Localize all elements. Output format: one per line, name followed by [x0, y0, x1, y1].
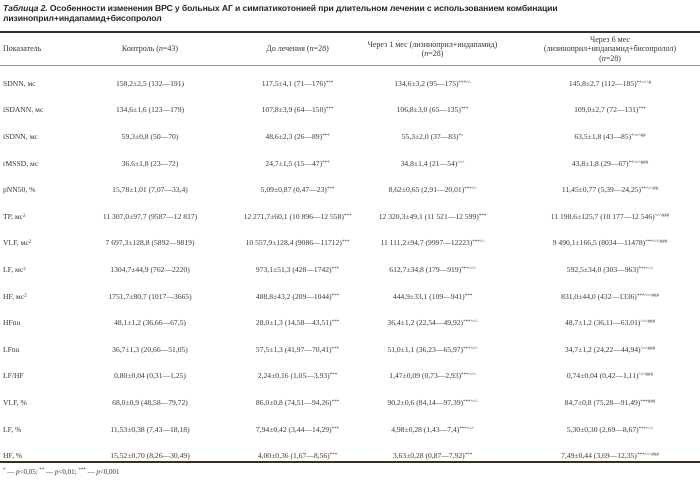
significance-marks: **^^^## [641, 187, 659, 193]
significance-marks: *** [322, 160, 330, 166]
cell-after-1-month: 8,62±0,65 (2,91—20,01) ***^^ [388, 185, 477, 195]
cell-indicator: VLF, мс 2 [3, 238, 32, 248]
cell-after-1-month: 34,8±1,4 (21—54) ^^^ [400, 158, 465, 168]
header-indicator [3, 33, 83, 65]
cell-indicator: HF, % [3, 451, 23, 461]
significance-marks: *** [325, 107, 334, 113]
cell-after-6-months: 7,49±0,44 (3,69—12,35) ***^^^### [561, 451, 659, 461]
significance-marks: *^^^## [631, 133, 646, 139]
cell-control: 11,53±0,38 (7,43—18,18) [110, 424, 190, 434]
significance-marks: ***### [640, 399, 656, 405]
cell-after-1-month: 3,63±0,28 (0,87—7,92) *** [392, 451, 473, 461]
cell-control: 7 697,3±128,8 (5892—9819) [105, 238, 195, 248]
significance-marks: **^^^# [636, 80, 652, 86]
cell-control: 158,2±2,5 (132—191) [115, 78, 185, 88]
cell-control: 68,0±0,9 (48,58—79,72) [112, 397, 188, 407]
significance-marks: *** [326, 187, 335, 193]
cell-before-treatment: 24,7±1,5 (15—47) *** [265, 158, 330, 168]
significance-marks: ***^^ [472, 240, 485, 246]
cell-after-6-months: 592,5±34,0 (303—963) ***^^^ [566, 264, 654, 274]
table-caption-label: Таблица 2. [3, 3, 48, 13]
table-row [0, 70, 700, 97]
significance-marks: ^^^### [640, 346, 656, 352]
significance-marks: ^^^### [654, 213, 670, 219]
significance-marks: *** [322, 133, 330, 139]
cell-before-treatment: 973,1±51,3 (428—1742) *** [255, 264, 340, 274]
cell-before-treatment: 12 271,7±60,1 (10 896—12 558) *** [243, 211, 352, 221]
cell-control: 36,6±1,8 (23—72) [121, 158, 179, 168]
significance-marks: ***^^ [458, 80, 471, 86]
cell-after-6-months: 48,7±1,2 (36,11—63,01) ^^^### [565, 318, 655, 328]
cell-after-6-months: 5,30±0,30 (2,69—8,67) ***^^^ [566, 424, 654, 434]
header-line: До лечения (n=28) [266, 44, 329, 54]
significance-marks: *** [329, 373, 338, 379]
significance-marks: ***^^ [464, 187, 477, 193]
cell-control: 48,1±1,2 (36,66—67,5) [114, 318, 186, 328]
header-line: (n=28) [599, 53, 621, 63]
cell-indicator: SDNN, мс [3, 78, 36, 88]
cell-after-1-month: 11 111,2±94,7 (9997—12223) ***^^ [380, 238, 485, 248]
cell-after-6-months: 11 198,6±125,7 (10 177—12 546) ^^^### [550, 211, 670, 221]
significance-marks: *** [331, 426, 340, 432]
cell-control: 134,6±1,6 (123—179) [115, 105, 185, 115]
cell-indicator: iSDANN, мс [3, 105, 44, 115]
cell-after-1-month: 12 320,3±49,1 (11 521—12 599) *** [378, 211, 487, 221]
table-row [0, 203, 700, 230]
table-row [0, 416, 700, 443]
cell-indicator: TP, мс 2 [3, 211, 26, 221]
cell-indicator: LF/HF [3, 371, 24, 381]
cell-control: 11 307,0±97,7 (9587—12 817) [102, 211, 198, 221]
significance-marks: **^^^### [628, 160, 649, 166]
unit-exponent: 2 [28, 240, 32, 246]
cell-after-1-month: 4,98±0,28 (1,43—7,4) ***^^^ [391, 424, 474, 434]
cell-after-1-month: 106,8±3,0 (65—135) *** [396, 105, 469, 115]
unit-exponent: 2 [24, 293, 27, 299]
cell-after-6-months: 43,8±1,8 (29—67) **^^^### [571, 158, 649, 168]
significance-marks: ***^^^### [636, 293, 659, 299]
cell-after-6-months: 84,7±0,8 (75,28—91,49) ***### [564, 397, 656, 407]
significance-marks: *** [478, 213, 487, 219]
table-caption [3, 3, 693, 23]
table-caption-text: Особенности изменения ВРС у больных АГ и симпатикотонией при длительном лечении с использованием комбинации лизиноприл+индапамид+бисопролол [3, 3, 558, 23]
cell-control: 15,52±0,70 (8,26—30,49) [110, 451, 190, 461]
cell-indicator: LF, мс 2 [3, 264, 26, 274]
cell-before-treatment: 5,09±0,87 (0,47—23) *** [260, 185, 335, 195]
cell-after-6-months: 11,45±0,77 (5,39—24,25) **^^^## [561, 185, 659, 195]
table-row [0, 336, 700, 363]
footnote-mark: ** [39, 468, 45, 473]
significance-marks: *** [331, 320, 340, 326]
cell-indicator: rMSSD, мс [3, 158, 39, 168]
table-row [0, 389, 700, 416]
significance-marks: *** [331, 293, 340, 299]
significance-marks: ***^^^ [463, 346, 478, 352]
significance-marks: ***^^^ [638, 266, 654, 272]
header-line: Через 6 мес [590, 34, 630, 44]
header-line: Через 1 мес (лизиноприл+индапамид) [367, 39, 498, 49]
significance-marks: *** [638, 107, 646, 113]
cell-control: 36,7±1,3 (20,66—51,05) [112, 344, 188, 354]
table-row [0, 150, 700, 177]
cell-indicator: pNN50, % [3, 185, 36, 195]
header-line: Контроль (n=43) [121, 44, 179, 54]
cell-indicator: LFnu [3, 344, 20, 354]
cell-before-treatment: 48,6±2,3 (26—89) *** [265, 131, 330, 141]
footnote-mark: * [3, 468, 6, 473]
significance-marks: *** [464, 293, 473, 299]
header-line: Показатель [3, 44, 42, 54]
significance-marks: ***^^^ [459, 426, 474, 432]
cell-after-6-months: 145,8±2,7 (112—185) **^^^# [568, 78, 652, 88]
significance-marks: *^ [458, 133, 464, 139]
table-row [0, 363, 700, 390]
significance-marks: ***^^^ [463, 399, 478, 405]
header-line: (n=28) [421, 49, 444, 58]
header-after-6-months [520, 33, 700, 65]
table-row [0, 176, 700, 203]
significance-marks: ^^^### [640, 320, 655, 326]
cell-control: 1751,7±80,7 (1017—3665) [108, 291, 192, 301]
cell-after-1-month: 51,0±1,1 (36,23—65,97) ***^^^ [387, 344, 478, 354]
significance-marks: *** [325, 80, 334, 86]
cell-control: 59,3±0,8 (50—70) [121, 131, 179, 141]
cell-indicator: iSDNN, мс [3, 131, 38, 141]
table-header [0, 33, 700, 65]
cell-control: 15,78±1,01 (7,07—33,4) [112, 185, 188, 195]
significance-marks: *** [329, 453, 338, 459]
cell-before-treatment: 7,94±0,42 (3,44—14,29) *** [255, 424, 340, 434]
cell-before-treatment: 57,5±1,3 (41,97—70,41) *** [255, 344, 340, 354]
cell-before-treatment: 4,00±0,36 (1,67—8,56) *** [257, 451, 338, 461]
cell-after-1-month: 444,9±33,1 (109—941) *** [392, 291, 473, 301]
cell-after-6-months: 63,5±1,8 (43—85) *^^^## [574, 131, 646, 141]
header-after-1-month [345, 33, 520, 65]
cell-control: 1304,7±44,9 (762—2220) [110, 264, 190, 274]
significance-marks: ***^^^### [636, 453, 659, 459]
cell-before-treatment: 10 557,9±128,4 (9086—11712) *** [245, 238, 350, 248]
cell-indicator: HF, мс 2 [3, 291, 27, 301]
table-row [0, 230, 700, 257]
table-header-rule [0, 65, 700, 66]
cell-before-treatment: 488,8±43,2 (209—1044) *** [255, 291, 340, 301]
significance-marks: ***^^^### [645, 240, 668, 246]
significance-marks: ***^^^ [461, 266, 476, 272]
significance-marks: *** [331, 346, 340, 352]
significance-marks: *** [331, 399, 340, 405]
cell-before-treatment: 117,5±4,1 (71—176) *** [261, 78, 334, 88]
significance-marks: *** [341, 240, 350, 246]
cell-indicator: VLF, % [3, 397, 27, 407]
unit-exponent: 2 [23, 266, 26, 272]
significance-marks: ***^^^ [463, 320, 478, 326]
table-bottom-rule [0, 461, 700, 463]
cell-indicator: HFnu [3, 318, 21, 328]
significance-marks: ***^^^ [461, 373, 476, 379]
cell-after-1-month: 55,3±2,0 (37—83) *^ [401, 131, 464, 141]
cell-after-6-months: 0,74±0,04 (0,42—1,11) ^^^### [566, 371, 654, 381]
header-control [80, 33, 220, 65]
header-line: (лизиноприл+индапамид+бисопролол) [543, 44, 677, 54]
cell-after-6-months: 831,0±44,0 (432—1336) ***^^^### [561, 291, 659, 301]
table-body [0, 70, 700, 469]
unit-exponent: 2 [23, 213, 26, 219]
cell-after-1-month: 612,7±34,8 (179—919) ***^^^ [389, 264, 476, 274]
significance-marks: ***^^^ [638, 426, 654, 432]
significance-marks: ^^^### [638, 373, 654, 379]
table-row [0, 442, 700, 469]
significance-marks: ^^^ [457, 160, 465, 166]
cell-indicator: LF, % [3, 424, 22, 434]
cell-before-treatment: 107,8±3,9 (64—150) *** [261, 105, 334, 115]
cell-after-1-month: 134,6±3,2 (95—175) ***^^ [394, 78, 471, 88]
cell-after-6-months: 9 490,1±166,5 (8034—11478) ***^^^### [552, 238, 668, 248]
cell-after-1-month: 90,2±0,6 (84,14—97,39) ***^^^ [387, 397, 478, 407]
cell-after-1-month: 36,4±1,2 (22,54—49,92) ***^^^ [387, 318, 478, 328]
significance-marks: *** [343, 213, 352, 219]
cell-before-treatment: 2,24±0,16 (1,05—3,93) *** [257, 371, 338, 381]
cell-before-treatment: 86,0±0,8 (74,51—94,26) *** [255, 397, 340, 407]
cell-after-1-month: 1,47±0,09 (0,73—2,93) ***^^^ [389, 371, 476, 381]
table-row [0, 256, 700, 283]
significance-marks: *** [460, 107, 469, 113]
table-row [0, 97, 700, 124]
cell-control: 0,80±0,04 (0,31—1,25) [114, 371, 186, 381]
significance-marks: *** [464, 453, 473, 459]
table-row [0, 283, 700, 310]
cell-before-treatment: 28,0±1,3 (14,58—43,51) *** [255, 318, 340, 328]
table-row [0, 309, 700, 336]
cell-after-6-months: 34,7±1,2 (24,22—44,94) ^^^### [564, 344, 656, 354]
cell-after-6-months: 109,0±2,7 (72—131) *** [574, 105, 646, 115]
table-footnote: * — p<0,05; ** — p<0,01; *** — p<0,001 [3, 468, 120, 476]
table-row [0, 123, 700, 150]
footnote-mark: *** [78, 468, 86, 473]
significance-marks: *** [331, 266, 340, 272]
